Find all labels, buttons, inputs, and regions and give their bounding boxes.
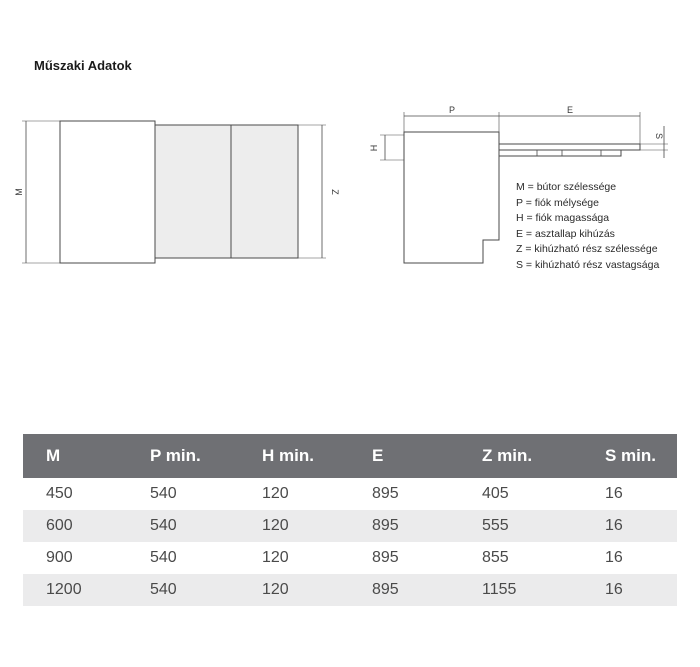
table-cell: 1200 bbox=[23, 574, 127, 606]
spec-table bbox=[23, 434, 677, 606]
table-cell: 555 bbox=[459, 510, 582, 542]
table-cell: 120 bbox=[239, 478, 349, 510]
table-cell: 1155 bbox=[459, 574, 582, 606]
table-row bbox=[23, 542, 677, 574]
table-cell: 16 bbox=[582, 478, 677, 510]
legend-item-s: S = kihúzható rész vastagsága bbox=[516, 258, 660, 271]
table-cell: 16 bbox=[582, 542, 677, 574]
table-row bbox=[23, 478, 677, 510]
legend-item-m: M = bútor szélessége bbox=[516, 181, 617, 193]
table-cell: 895 bbox=[349, 478, 459, 510]
table-cell: 895 bbox=[349, 542, 459, 574]
table-cell: 120 bbox=[239, 574, 349, 606]
table-cell: 540 bbox=[127, 542, 239, 574]
e-label: E bbox=[566, 105, 574, 115]
cabinet-side-profile bbox=[404, 132, 499, 263]
table-cell: 540 bbox=[127, 574, 239, 606]
legend-item-z: Z = kihúzható rész szélessége bbox=[516, 243, 658, 255]
s-label: S bbox=[654, 132, 664, 140]
z-label: Z bbox=[330, 189, 340, 195]
m-label: M bbox=[14, 188, 24, 196]
header-m: M bbox=[23, 434, 127, 478]
header-z-min: Z min. bbox=[459, 434, 582, 478]
extension-panel-2 bbox=[231, 125, 298, 258]
front-view bbox=[22, 121, 326, 263]
slide-rail bbox=[499, 150, 621, 156]
header-s-min: S min. bbox=[582, 434, 677, 478]
header-e: E bbox=[349, 434, 459, 478]
dimension-legend bbox=[516, 180, 659, 273]
table-cell: 900 bbox=[23, 542, 127, 574]
table-cell: 16 bbox=[582, 574, 677, 606]
legend-item-p: P = fiók mélysége bbox=[516, 196, 599, 209]
page-title: Műszaki Adatok bbox=[34, 58, 132, 73]
table-cell: 600 bbox=[23, 510, 127, 542]
header-h-min: H min. bbox=[239, 434, 349, 478]
table-cell: 450 bbox=[23, 478, 127, 510]
table-cell: 16 bbox=[582, 510, 677, 542]
table-cell: 120 bbox=[239, 510, 349, 542]
p-label: P bbox=[448, 105, 456, 115]
cabinet-body bbox=[60, 121, 155, 263]
table-cell: 895 bbox=[349, 510, 459, 542]
table-cell: 540 bbox=[127, 478, 239, 510]
table-cell: 895 bbox=[349, 574, 459, 606]
table-cell: 540 bbox=[127, 510, 239, 542]
table-cell: 405 bbox=[459, 478, 582, 510]
sliding-top bbox=[499, 144, 640, 150]
table-header-row bbox=[23, 434, 677, 478]
table-row bbox=[23, 510, 677, 542]
table-cell: 855 bbox=[459, 542, 582, 574]
legend-item-h: H = fiók magassága bbox=[516, 212, 610, 224]
legend-item-e: E = asztallap kihúzás bbox=[516, 227, 615, 240]
table-cell: 120 bbox=[239, 542, 349, 574]
table-row bbox=[23, 574, 677, 606]
extension-panel-1 bbox=[155, 125, 231, 258]
h-label: H bbox=[369, 144, 379, 152]
header-p-min: P min. bbox=[127, 434, 239, 478]
